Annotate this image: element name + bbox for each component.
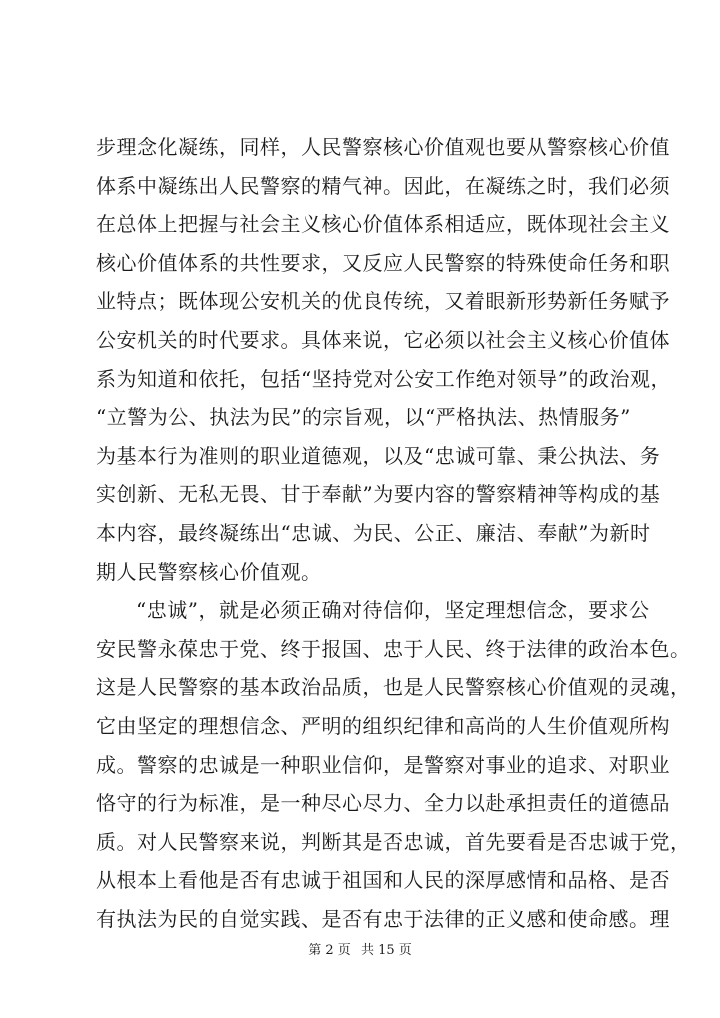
page-footer [0,939,720,958]
text-line: 步理念化凝练，同样，人民警察核心价值观也要从警察核心价值 [96,135,670,159]
text-line: 公安机关的时代要求。具体来说，它必须以社会主义核心价值体 [96,327,670,352]
text-line: 系为知道和依托，包括“坚持党对公安工作绝对领导”的政治观， [96,366,671,391]
text-line: 恪守的行为标准，是一种尽心尽力、全力以赴承担责任的道德品 [96,791,670,816]
page-total: 共 15 页 [360,943,412,958]
page-number: 第 2 页 [308,943,351,958]
text-line: 业特点；既体现公安机关的优良传统，又着眼新形势新任务赋予 [96,289,670,314]
text-line: 在总体上把握与社会主义核心价值体系相适应，既体现社会主义 [96,212,670,237]
text-line: “立警为公、执法为民”的宗旨观，以“严格执法、热情服务” [96,405,631,430]
text-line: 本内容，最终凝练出“忠诚、为民、公正、廉洁、奉献”为新时 [96,520,651,545]
text-line: 质。对人民警察来说，判断其是否忠诚，首先要看是否忠诚于党， [96,829,691,854]
text-line: 从根本上看他是否有忠诚于祖国和人民的深厚感情和品格、是否 [96,868,670,893]
text-line: 成。警察的忠诚是一种职业信仰，是警察对事业的追求、对职业 [96,752,670,777]
paragraph-first-line: “忠诚”，就是必须正确对待信仰，坚定理想信念，要求公 [136,598,650,623]
text-line: 有执法为民的自觉实践、是否有忠于法律的正义感和使命感。理 [96,906,670,931]
body-text [96,128,691,938]
text-line: 体系中凝练出人民警察的精气神。因此，在凝练之时，我们必须 [96,173,670,198]
text-line: 期人民警察核心价值观。 [96,559,322,584]
text-line: 它由坚定的理想信念、严明的组织纪律和高尚的人生价值观所构 [96,713,670,738]
text-line: 核心价值体系的共性要求，又反应人民警察的特殊使命任务和职 [96,250,670,275]
text-line: 安民警永葆忠于党、终于报国、忠于人民、终于法律的政治本色。 [96,636,691,661]
text-line: 为基本行为准则的职业道德观，以及“忠诚可靠、秉公执法、务 [96,443,661,468]
text-line: 这是人民警察的基本政治品质，也是人民警察核心价值观的灵魂， [96,675,691,700]
text-line: 实创新、无私无畏、甘于奉献”为要内容的警察精神等构成的基 [96,482,661,507]
